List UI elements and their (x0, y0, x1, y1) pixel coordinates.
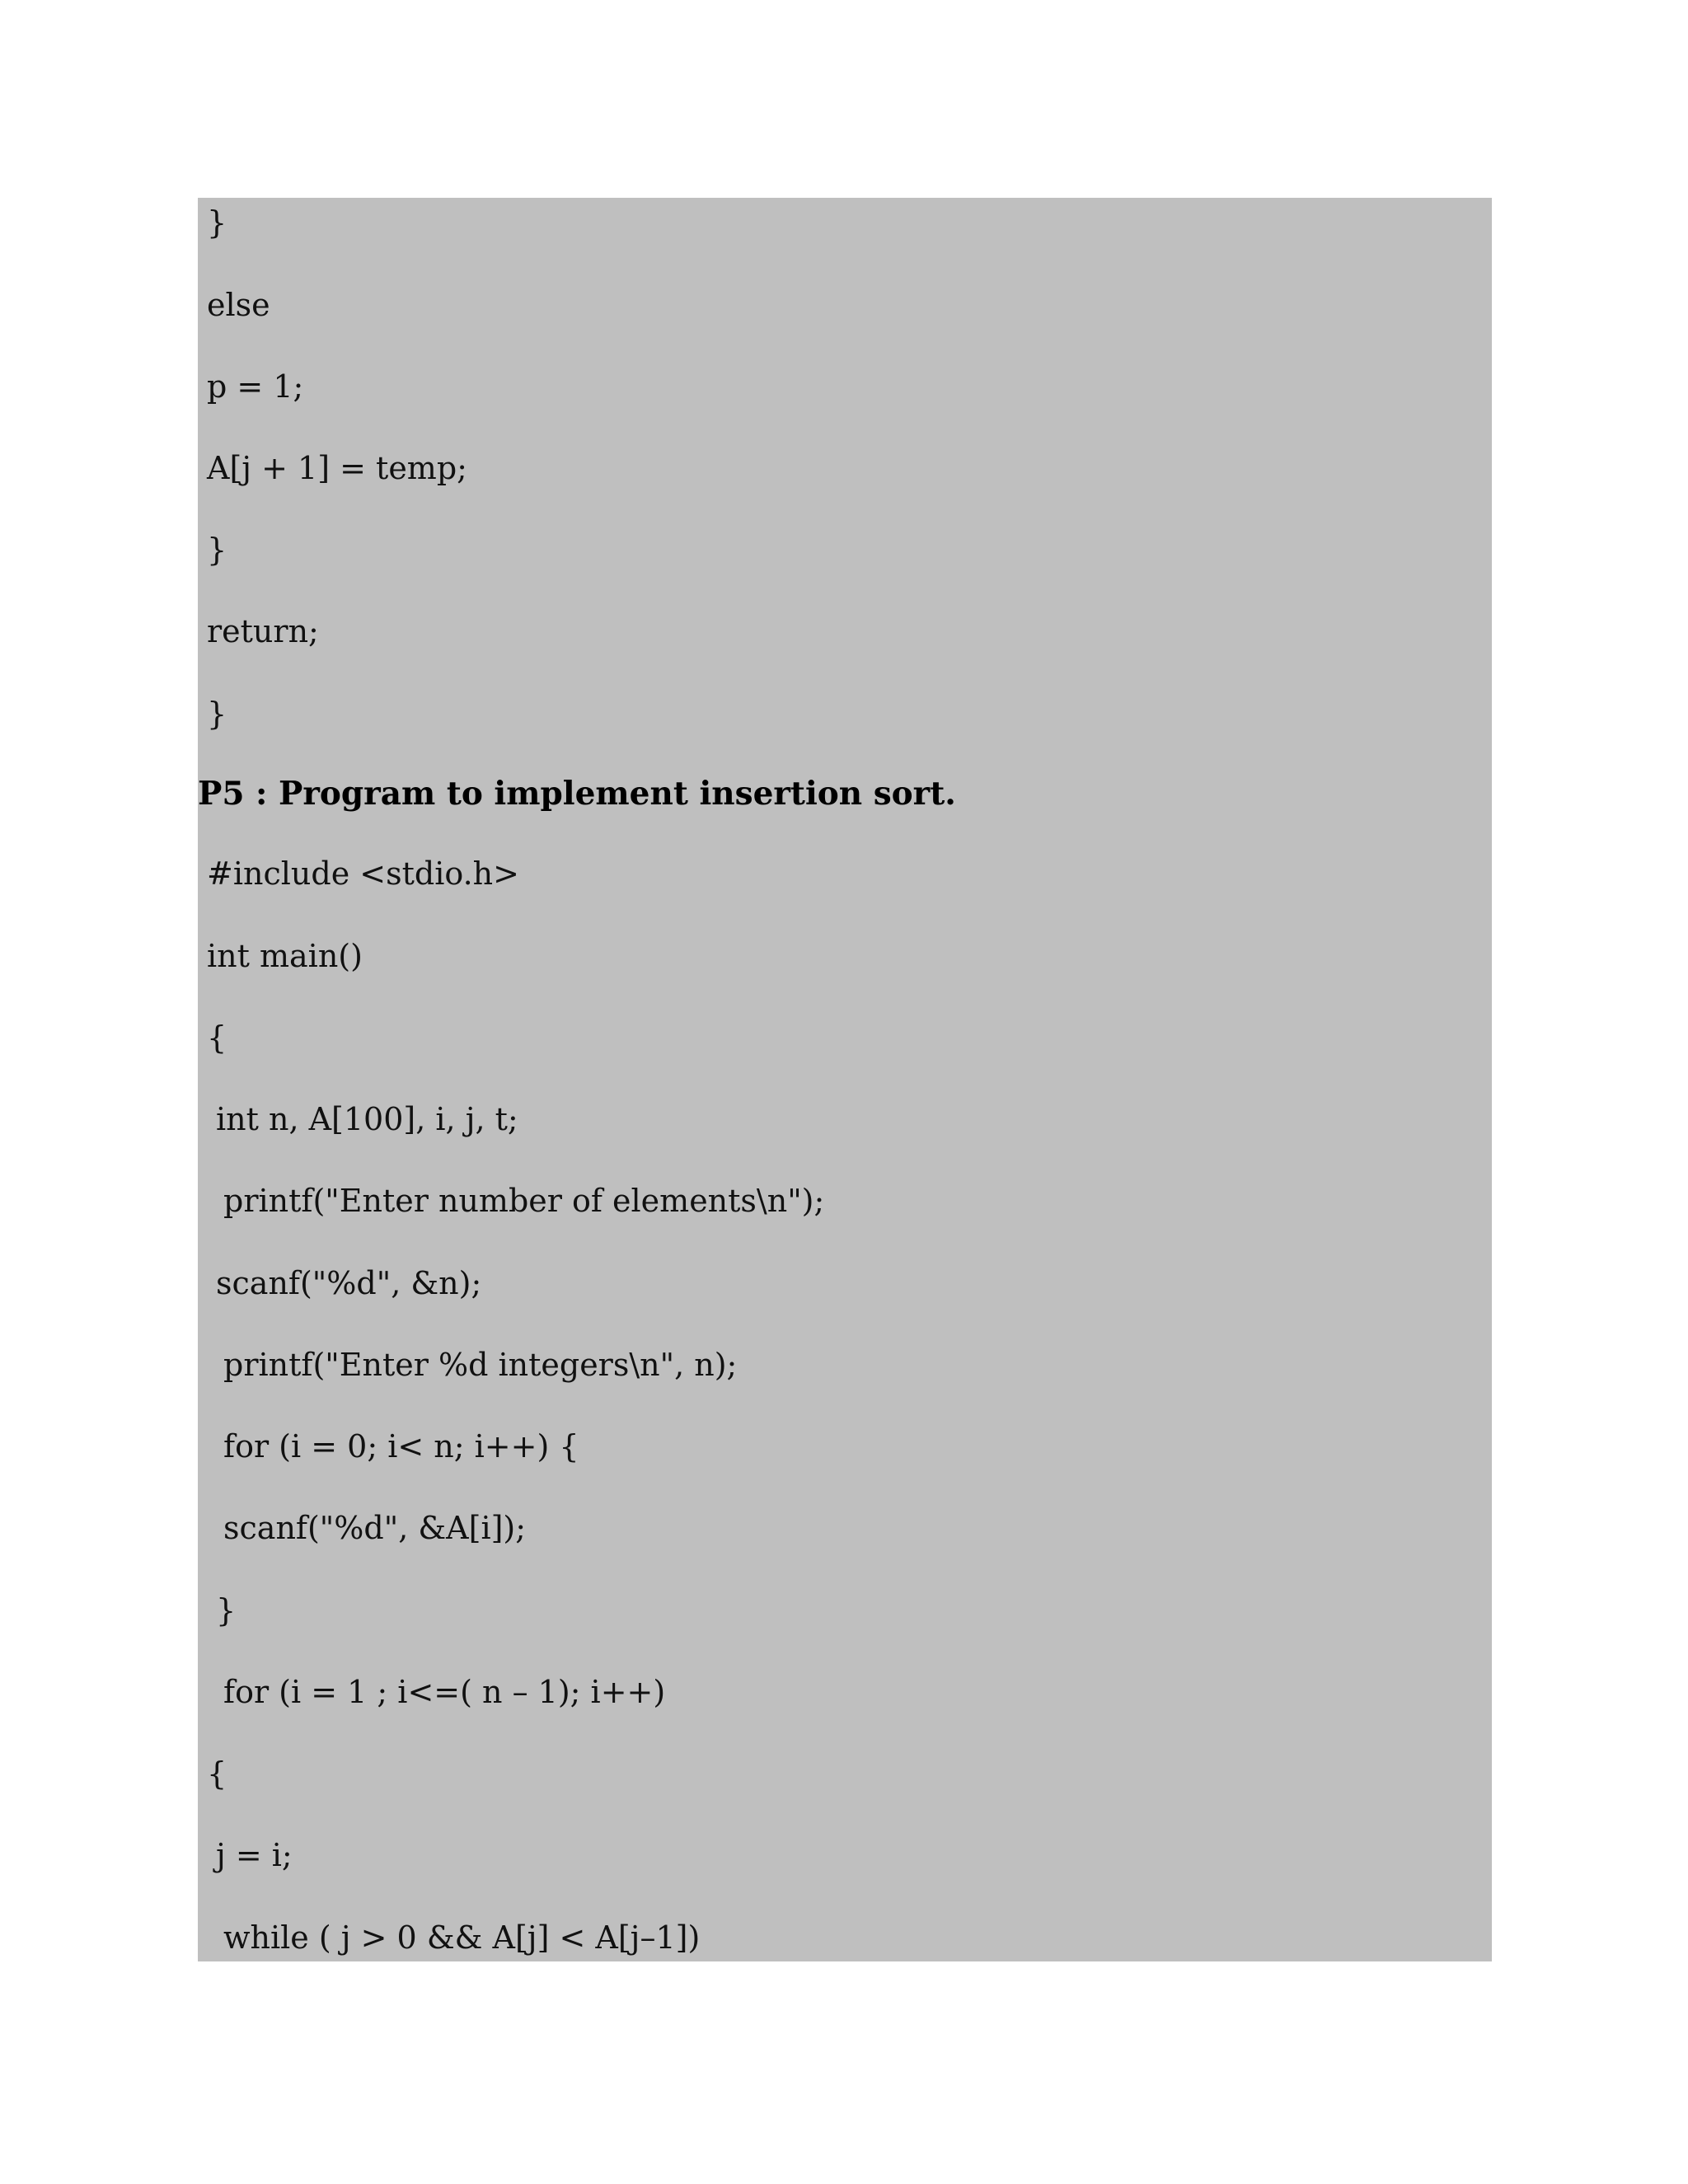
code-listing (198, 198, 1492, 1961)
code-line-12: printf("Enter number of elements\n"); (223, 1183, 825, 1219)
code-line-6: return; (207, 613, 319, 649)
code-line-9: int main() (207, 938, 363, 974)
code-line-4: A[j + 1] = temp; (207, 450, 467, 486)
code-line-10: { (207, 1019, 227, 1056)
code-line-18: for (i = 1 ; i<=( n – 1); i++) (223, 1674, 666, 1710)
code-line-15: for (i = 0; i< n; i++) { (223, 1428, 579, 1465)
code-line-20: j = i; (216, 1837, 293, 1873)
code-line-3: p = 1; (207, 368, 304, 405)
code-line-17: } (216, 1592, 237, 1629)
code-line-21: while ( j > 0 && A[j] < A[j–1]) (223, 1919, 701, 1956)
code-line-11: int n, A[100], i, j, t; (216, 1101, 518, 1137)
code-line-2: else (207, 287, 270, 323)
code-line-13: scanf("%d", &n); (216, 1265, 482, 1301)
section-heading: P5 : Program to implement insertion sort. (198, 775, 956, 813)
code-line-5: } (207, 532, 227, 568)
code-line-14: printf("Enter %d integers\n", n); (223, 1347, 738, 1383)
code-line-1: } (207, 204, 227, 241)
code-line-16: scanf("%d", &A[i]); (223, 1510, 527, 1546)
code-line-8: #include <stdio.h> (207, 855, 519, 892)
code-line-19: { (207, 1755, 227, 1792)
code-line-7: } (207, 696, 227, 732)
